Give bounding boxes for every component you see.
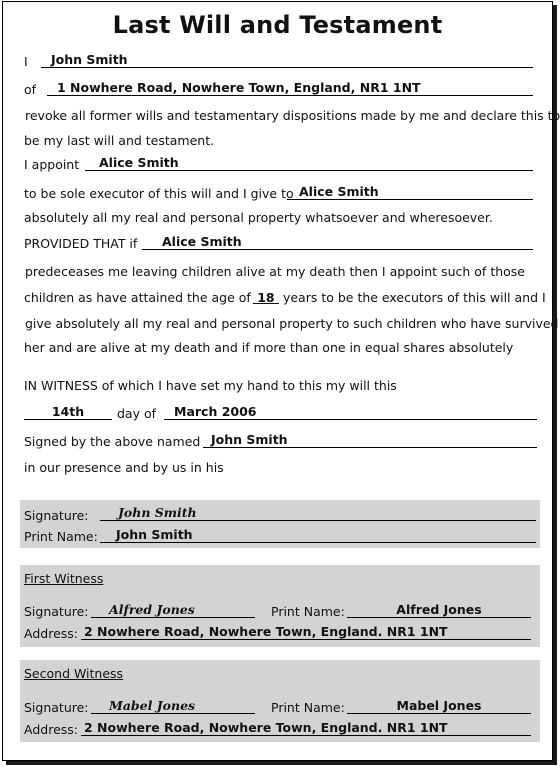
second-witness-print-field xyxy=(347,698,531,714)
label-appoint: I appoint xyxy=(24,157,80,172)
first-witness-signature-label: Signature: xyxy=(24,604,89,619)
last-will-line: be my last will and testament. xyxy=(24,133,215,148)
second-witness-print-name: Mabel Jones xyxy=(396,698,482,713)
label-day-of: day of xyxy=(117,406,157,421)
signed-name-field xyxy=(203,432,537,448)
day-field xyxy=(24,404,112,420)
day-value: 14th xyxy=(51,404,85,419)
age-value: 18 xyxy=(257,290,275,305)
absolutely-line: absolutely all my real and personal property whatsoever and wheresoever. xyxy=(24,210,493,225)
second-witness-address-label: Address: xyxy=(24,722,78,737)
first-witness-print-label: Print Name: xyxy=(271,604,345,619)
first-witness-address: 2 Nowhere Road, Nowhere Town, England. NR1 1NT xyxy=(84,624,448,639)
second-witness-print-label: Print Name: xyxy=(271,700,345,715)
label-signed: Signed by the above named xyxy=(24,434,201,449)
shares-line: her and are alive at my death and if more than one in equal shares absolutely xyxy=(24,340,514,355)
age-line-pre: children as have attained the age of xyxy=(24,290,251,305)
beneficiary-field xyxy=(287,184,533,200)
first-witness-print-name: Alfred Jones xyxy=(396,602,482,617)
testator-signature-field xyxy=(100,505,536,521)
second-witness-signature-field xyxy=(91,698,255,714)
second-witness-box xyxy=(20,660,540,742)
will-document xyxy=(2,1,560,761)
testator-signature: John Smith xyxy=(118,505,197,520)
testator-name: John Smith xyxy=(51,52,128,67)
label-i: I xyxy=(24,54,28,69)
label-of: of xyxy=(24,82,37,97)
predeceases-line: predeceases me leaving children alive at my death then I appoint such of those xyxy=(25,264,525,279)
second-witness-signature-label: Signature: xyxy=(24,700,89,715)
second-witness-address: 2 Nowhere Road, Nowhere Town, England. NR1 1NT xyxy=(84,720,448,735)
first-witness-address-field xyxy=(81,624,531,640)
proviso-name-field xyxy=(142,234,533,250)
first-witness-signature-field xyxy=(91,602,255,618)
first-witness-print-field xyxy=(347,602,531,618)
testator-signature-label: Signature: xyxy=(24,508,89,523)
revoke-line: revoke all former wills and testamentary dispositions made by me and declare this to xyxy=(25,108,560,123)
testator-address-field xyxy=(47,80,533,96)
proviso-name: Alice Smith xyxy=(162,234,242,249)
executor-name: Alice Smith xyxy=(99,155,179,170)
age-line-post: years to be the executors of this will and I xyxy=(282,290,546,305)
beneficiary-name: Alice Smith xyxy=(299,184,379,199)
testator-address: 1 Nowhere Road, Nowhere Town, England, NR1 1NT xyxy=(57,80,421,95)
first-witness-address-label: Address: xyxy=(24,626,78,641)
testator-name-field xyxy=(41,52,533,68)
label-provided: PROVIDED THAT if xyxy=(24,236,138,251)
children-line: give absolutely all my real and personal property to such children who have survived xyxy=(25,316,559,331)
second-witness-address-field xyxy=(81,720,531,736)
testator-print-label: Print Name: xyxy=(24,529,98,544)
in-witness-line: IN WITNESS of which I have set my hand to this my will this xyxy=(24,378,397,393)
presence-line: in our presence and by us in his xyxy=(24,460,224,475)
first-witness-box xyxy=(20,565,540,647)
first-witness-header: First Witness xyxy=(24,571,104,586)
age-line xyxy=(24,290,546,305)
testator-print-name: John Smith xyxy=(116,527,193,542)
second-witness-header: Second Witness xyxy=(24,666,124,681)
executor-name-field xyxy=(85,155,533,171)
second-witness-signature: Mabel Jones xyxy=(109,698,196,713)
month-year-value: March 2006 xyxy=(174,404,257,419)
testator-print-field xyxy=(100,527,536,543)
first-witness-signature: Alfred Jones xyxy=(109,602,195,617)
testator-signature-box xyxy=(20,500,540,548)
document-title: Last Will and Testament xyxy=(112,11,443,39)
signed-name-value: John Smith xyxy=(211,432,288,447)
label-give: to be sole executor of this will and I give to xyxy=(24,186,294,201)
month-year-field xyxy=(164,404,537,420)
